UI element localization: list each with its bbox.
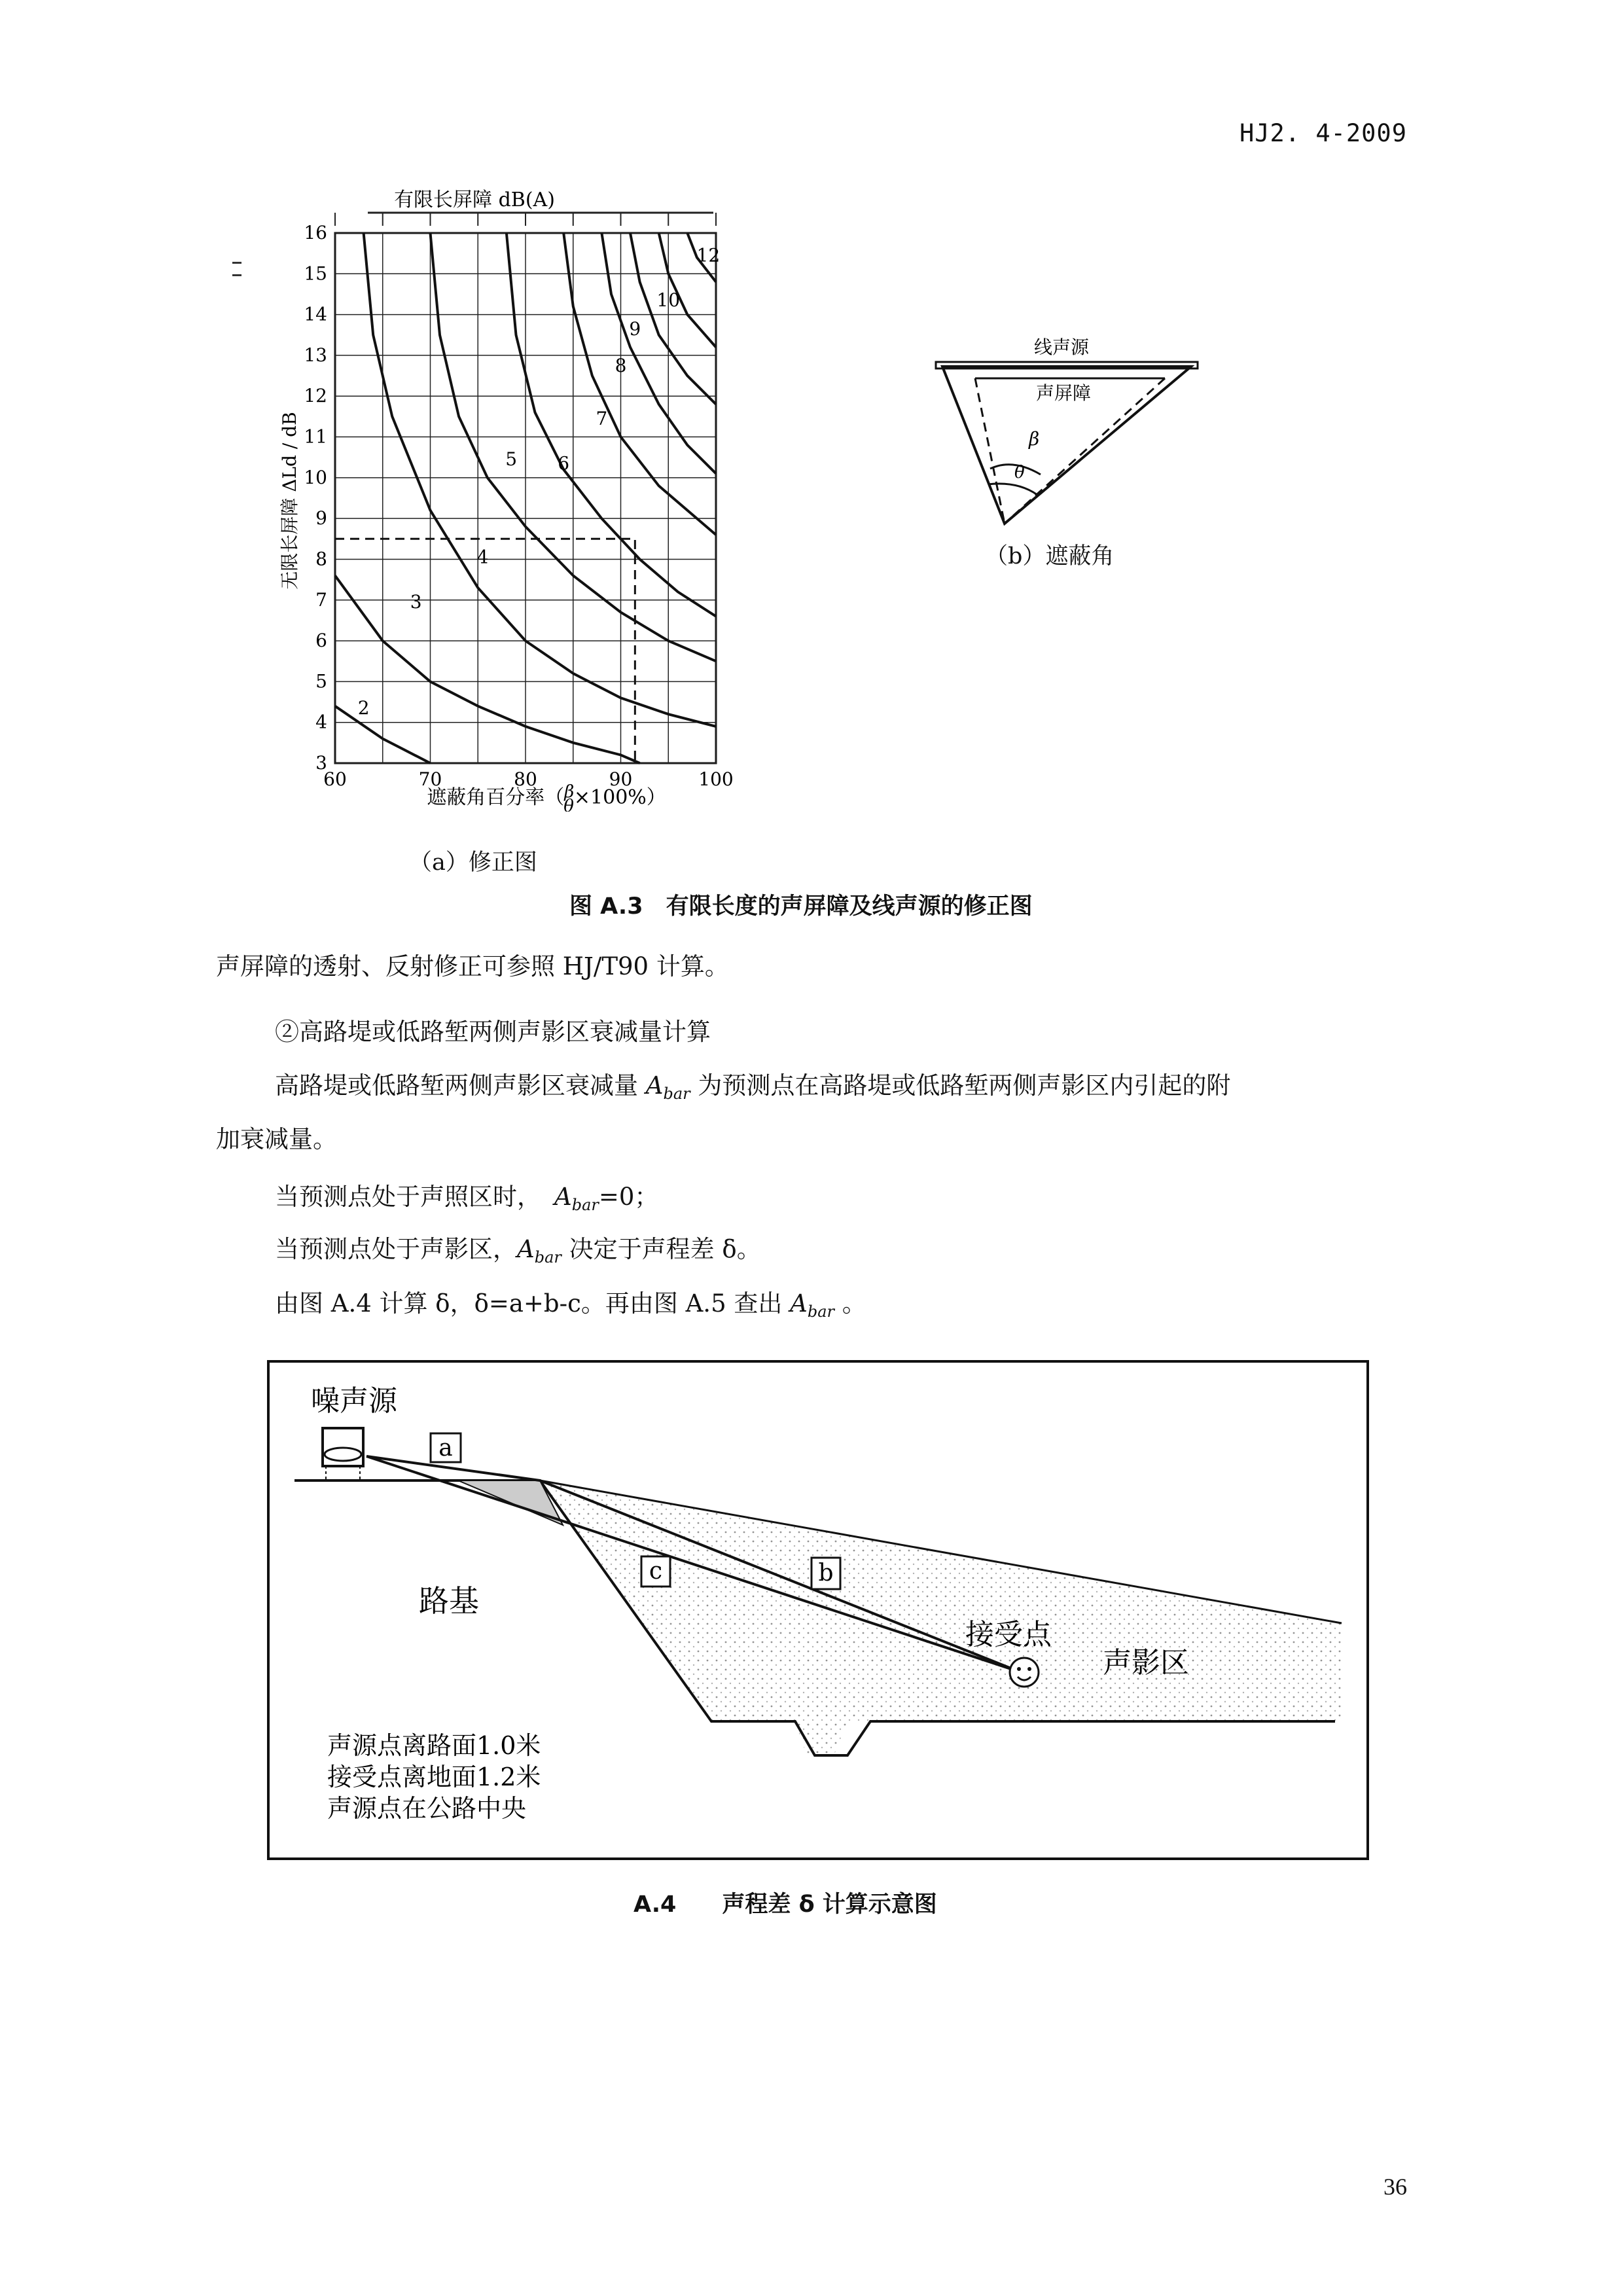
curve-8 (601, 233, 716, 474)
curve-label-12: 12 (696, 244, 721, 266)
y-tick-label: 7 (315, 588, 327, 611)
paragraph-2-cont: 加衰减量。 (216, 1125, 337, 1153)
y-tick-label: 14 (304, 303, 327, 325)
label-c: c (649, 1558, 663, 1585)
figure-a3-caption: 图 A.3 有限长度的声屏障及线声源的修正图 (569, 893, 1033, 920)
paragraph-5: 由图 A.4 计算 δ，δ=a+b-c。再由图 A.5 查出 $A_{bar}$ 。 (275, 1289, 866, 1321)
x-tick-label: 60 (323, 768, 347, 790)
chart-title: 有限长屏障 dB(A) (394, 188, 555, 211)
x-tick-label: 80 (514, 768, 537, 790)
shielding-angle-diagram (916, 321, 1230, 569)
path-difference-diagram (262, 1355, 1374, 1865)
x-tick-label: 90 (609, 768, 633, 790)
paragraph-2: 高路堤或低路堑两侧声影区衰减量 $A_{bar}$ 为预测点在高路堤或低路堑两侧声影区内引起的附 (275, 1071, 1231, 1103)
barrier-label: 声屏障 (1035, 382, 1092, 404)
curve-label-7: 7 (596, 407, 608, 429)
receiver-label: 接受点 (965, 1618, 1052, 1651)
page-number: 36 (1383, 2174, 1407, 2200)
margin-mark (232, 262, 241, 276)
chart-labels (304, 222, 733, 790)
y-tick-label: 11 (304, 425, 327, 448)
sub-caption-a: （a）修正图 (409, 850, 537, 876)
y-tick-label: 16 (304, 222, 327, 243)
standard-code: HJ2. 4-2009 (1239, 119, 1407, 147)
note-line-3: 声源点在公路中央 (327, 1794, 527, 1823)
y-tick-label: 3 (315, 752, 327, 774)
y-tick-label: 6 (315, 630, 327, 652)
symbol-bar: bar (663, 1085, 690, 1103)
paragraph-3: 当预测点处于声照区时， $A_{bar}=0$； (275, 1183, 659, 1214)
y-axis-label: 无限长屏障 ΔLd / dB (279, 412, 300, 590)
note-line-1: 声源点离路面1.0米 (327, 1731, 541, 1760)
curve-label-4: 4 (476, 546, 489, 568)
paragraph-1: 声屏障的透射、反射修正可参照 HJ/T90 计算。 (216, 952, 729, 980)
curve-label-5: 5 (505, 448, 518, 471)
noise-source-label: 噪声源 (311, 1384, 397, 1418)
y-tick-label: 15 (304, 262, 327, 285)
theta-label: θ (1014, 463, 1025, 482)
paragraph-4: 当预测点处于声影区，$A_{bar}$ 决定于声程差 δ。 (275, 1235, 761, 1266)
curve-label-6: 6 (558, 452, 570, 475)
curve-label-9: 9 (629, 317, 641, 340)
roadbed-label: 路基 (419, 1583, 479, 1619)
line-source-label: 线声源 (1033, 336, 1090, 358)
curve-label-8: 8 (615, 354, 627, 376)
shadow-zone-label: 声影区 (1103, 1646, 1189, 1679)
figure-a4-caption: A.4 声程差 δ 计算示意图 (633, 1892, 937, 1918)
note-line-2: 接受点离地面1.2米 (327, 1763, 541, 1791)
x-axis-label: 遮蔽角百分率（β θ×100%） (427, 782, 666, 812)
sub-caption-b: （b）遮蔽角 (985, 543, 1115, 569)
y-tick-label: 12 (304, 385, 327, 407)
correction-chart (262, 183, 798, 812)
curve-label-2: 2 (357, 697, 370, 719)
curve-label-10: 10 (656, 289, 681, 312)
x-tick-label: 70 (418, 768, 442, 790)
section-heading-2: ②高路堤或低路堑两侧声影区衰减量计算 (275, 1018, 711, 1046)
curve-3 (335, 575, 640, 763)
x-tick-label: 100 (698, 768, 734, 790)
y-tick-label: 8 (315, 548, 327, 570)
beta-label: β (1029, 428, 1040, 450)
symbol-A: A (645, 1071, 664, 1100)
y-tick-label: 9 (315, 507, 327, 529)
y-tick-label: 10 (304, 466, 327, 488)
curve-label-3: 3 (410, 591, 422, 613)
y-tick-label: 5 (315, 670, 327, 692)
example-lookup-line (335, 539, 635, 763)
label-a: a (438, 1435, 453, 1462)
label-b: b (818, 1560, 834, 1587)
y-tick-label: 13 (304, 344, 327, 366)
receiver-icon (1010, 1658, 1039, 1687)
y-tick-label: 4 (315, 711, 327, 733)
